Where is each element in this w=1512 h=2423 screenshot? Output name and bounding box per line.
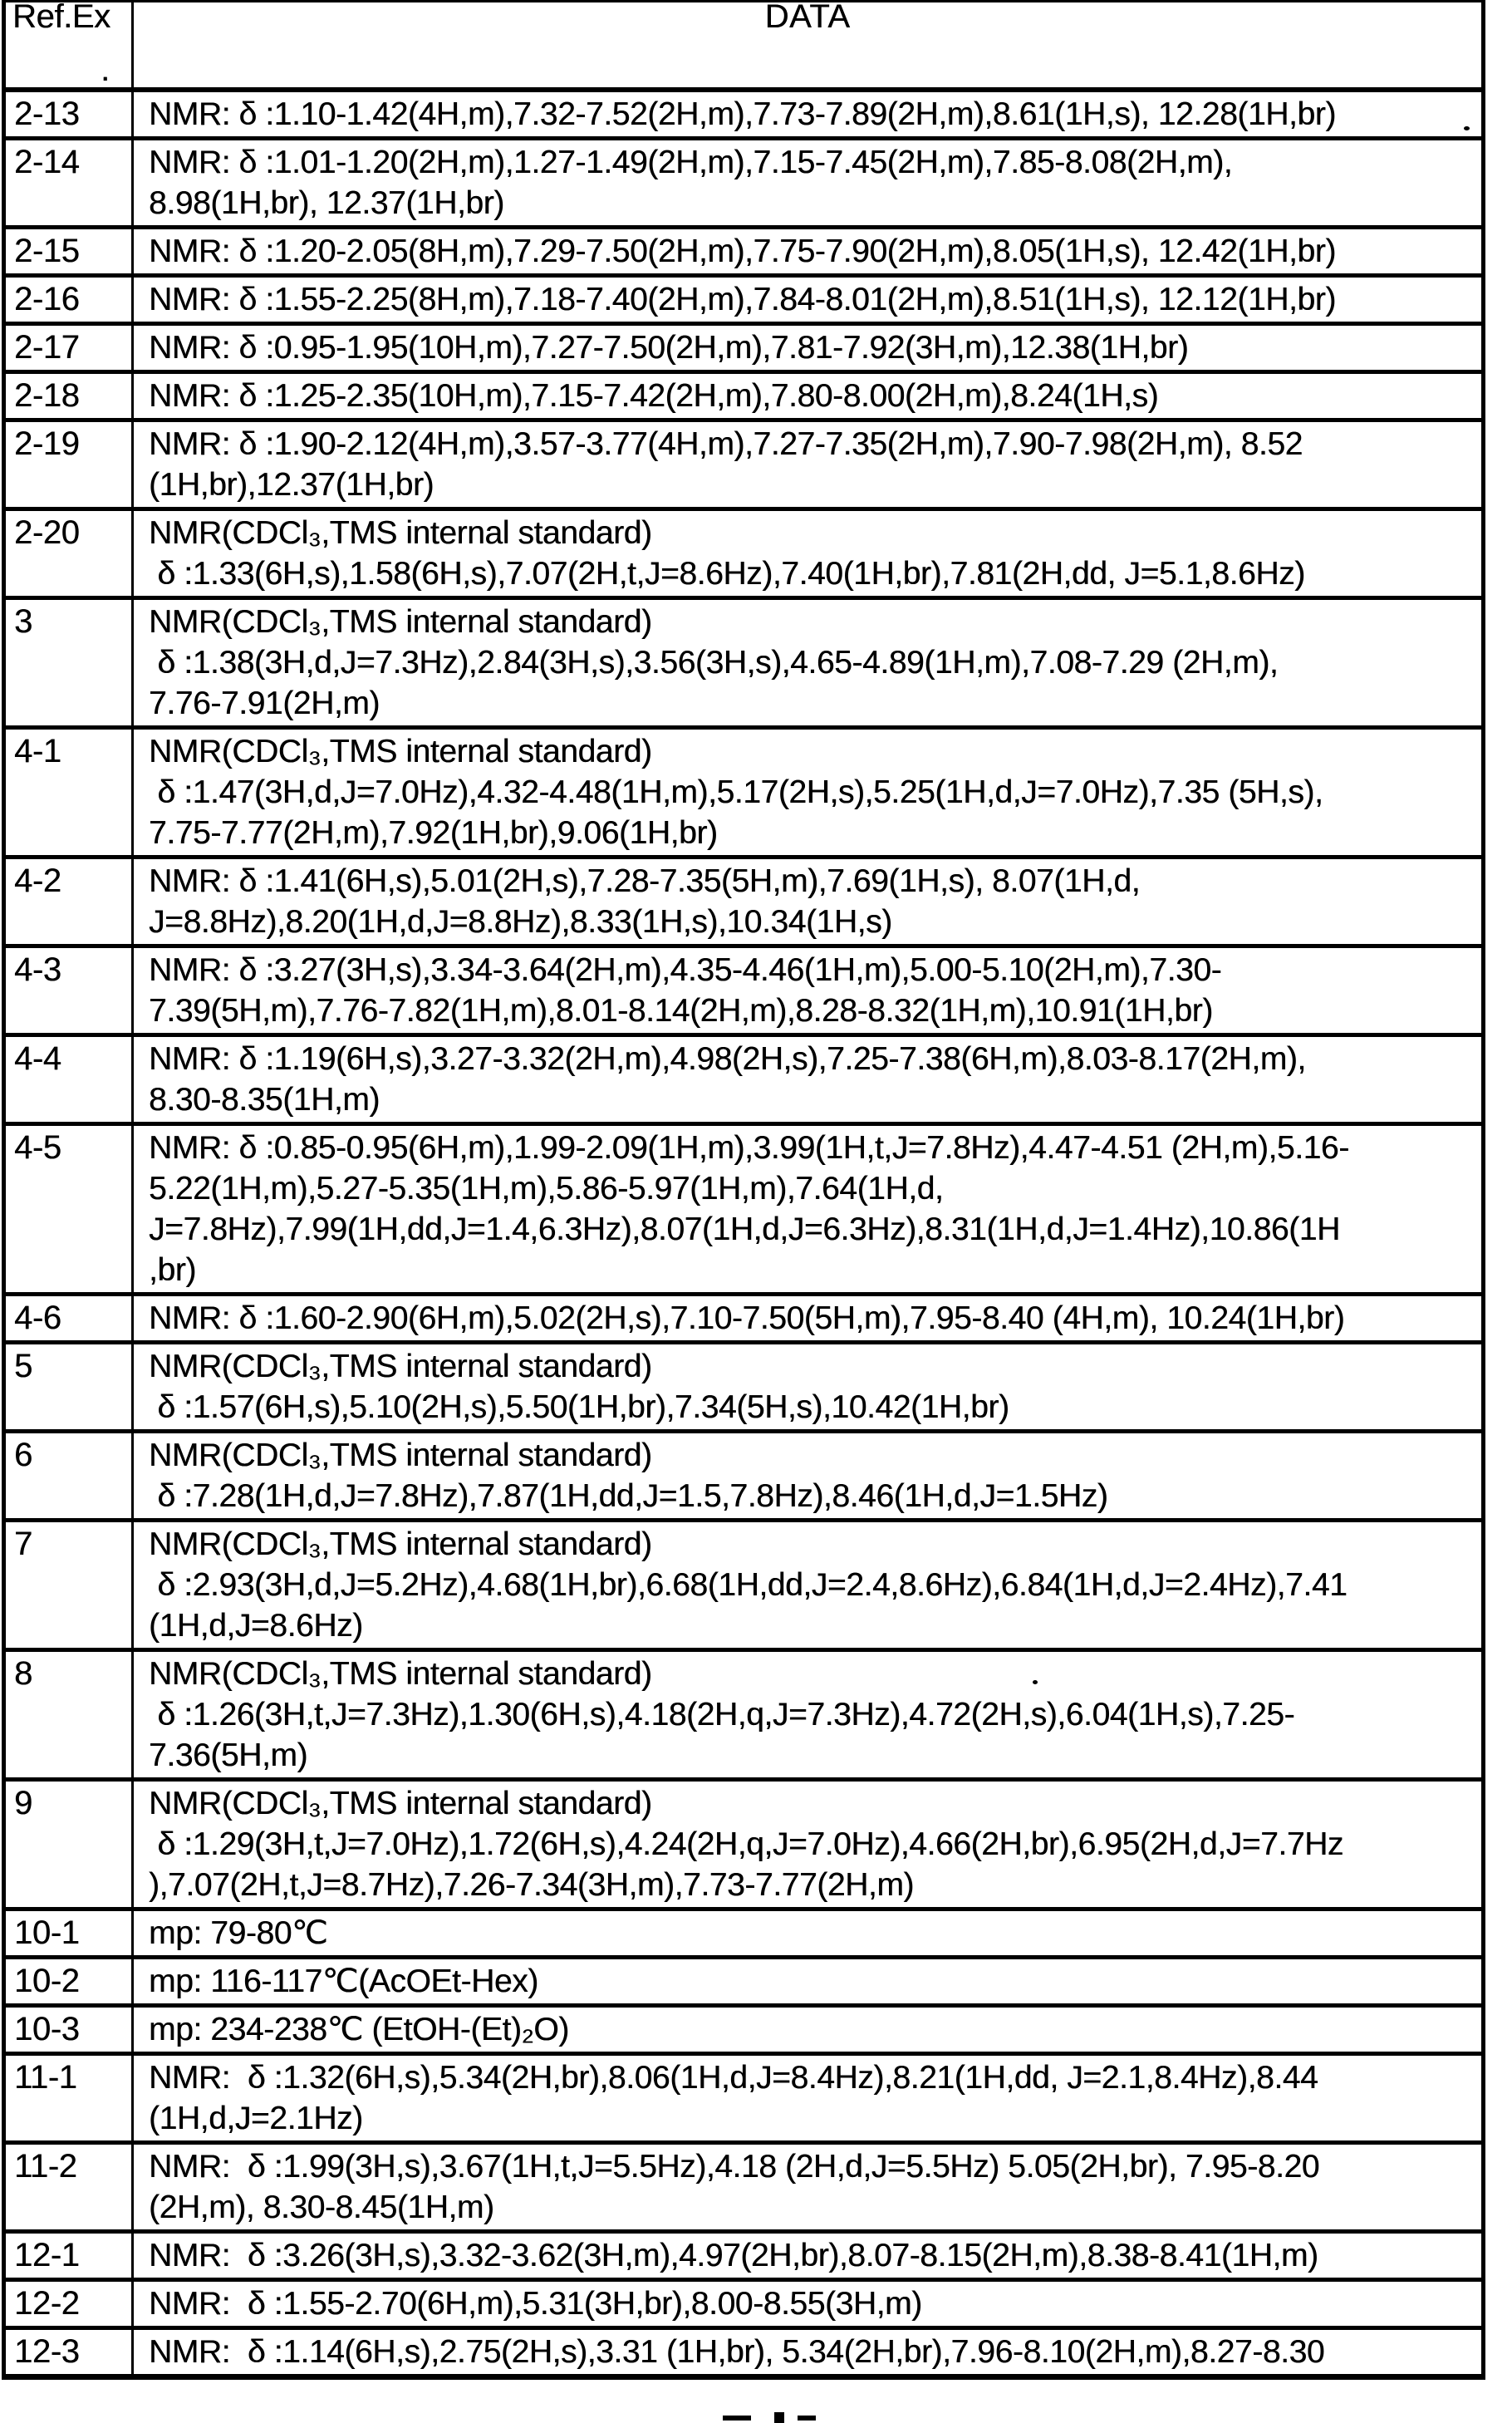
ref-ex-cell: 4-3 <box>4 946 133 1035</box>
data-cell <box>133 946 1484 1035</box>
data-line: NMR(CDCl₃,TMS internal standard) <box>149 515 652 551</box>
data-line: δ :1.57(6H,s),5.10(2H,s),5.50(1H,br),7.34(5H,s),10.42(1H,br) <box>149 1389 1009 1425</box>
data-cell <box>133 858 1484 946</box>
table-row <box>4 1650 1484 1780</box>
data-cell <box>133 2232 1484 2280</box>
ref-ex-cell: 4-2 <box>4 858 133 946</box>
data-cell <box>133 276 1484 324</box>
data-line: ),7.07(2H,t,J=8.7Hz),7.26-7.34(3H,m),7.73-7.77(2H,m) <box>149 1867 914 1903</box>
data-cell <box>133 1343 1484 1432</box>
data-line: 8.98(1H,br), 12.37(1H,br) <box>149 185 504 221</box>
data-cell <box>133 1780 1484 1909</box>
ref-ex-cell: 2-14 <box>4 139 133 228</box>
table-row <box>4 728 1484 858</box>
data-line: NMR(CDCl₃,TMS internal standard) <box>149 1656 652 1692</box>
data-line: 7.76-7.91(2H,m) <box>149 686 380 721</box>
data-line: NMR(CDCl₃,TMS internal standard) <box>149 734 652 769</box>
ref-ex-cell: 10-1 <box>4 1909 133 1958</box>
data-line: NMR: δ :1.01-1.20(2H,m),1.27-1.49(2H,m),7.15-7.45(2H,m),7.85-8.08(2H,m), <box>149 145 1233 180</box>
data-line: δ :2.93(3H,d,J=5.2Hz),4.68(1H,br),6.68(1H,dd,J=2.4,8.6Hz),6.84(1H,d,J=2.4Hz),7.41 <box>149 1567 1348 1603</box>
data-header-label: DATA <box>764 0 851 35</box>
table-row <box>4 2006 1484 2054</box>
ref-ex-cell: 3 <box>4 598 133 728</box>
data-line: ,br) <box>149 1252 196 1288</box>
table-row <box>4 1909 1484 1958</box>
table-row <box>4 598 1484 728</box>
data-cell <box>133 1124 1484 1295</box>
data-cell <box>133 728 1484 858</box>
ref-ex-cell: 6 <box>4 1432 133 1521</box>
data-line: NMR: δ :1.20-2.05(8H,m),7.29-7.50(2H,m),7.75-7.90(2H,m),8.05(1H,s), 12.42(1H,br) <box>149 233 1336 269</box>
data-line: 7.39(5H,m),7.76-7.82(1H,m),8.01-8.14(2H,m),8.28-8.32(1H,m),10.91(1H,br) <box>149 993 1213 1029</box>
ref-ex-cell: 4-6 <box>4 1295 133 1343</box>
ref-ex-cell: 12-2 <box>4 2280 133 2328</box>
data-line: NMR: δ :1.60-2.90(6H,m),5.02(2H,s),7.10-7.50(5H,m),7.95-8.40 (4H,m), 10.24(1H,br) <box>149 1300 1345 1336</box>
data-cell <box>133 1432 1484 1521</box>
table-row <box>4 1295 1484 1343</box>
table-row <box>4 946 1484 1035</box>
data-line: NMR: δ :1.41(6H,s),5.01(2H,s),7.28-7.35(5H,m),7.69(1H,s), 8.07(1H,d, <box>149 863 1141 899</box>
data-line: (1H,br),12.37(1H,br) <box>149 467 434 503</box>
ref-ex-cell: 2-16 <box>4 276 133 324</box>
table-row <box>4 1521 1484 1650</box>
table-row <box>4 324 1484 372</box>
data-line: 7.75-7.77(2H,m),7.92(1H,br),9.06(1H,br) <box>149 815 718 851</box>
table-row <box>4 858 1484 946</box>
data-line: (1H,d,J=2.1Hz) <box>149 2101 363 2136</box>
data-line: δ :7.28(1H,d,J=7.8Hz),7.87(1H,dd,J=1.5,7.8Hz),8.46(1H,d,J=1.5Hz) <box>149 1478 1108 1514</box>
data-cell <box>133 90 1484 139</box>
table-row <box>4 228 1484 276</box>
ref-ex-cell: 10-3 <box>4 2006 133 2054</box>
ref-ex-cell: 11-2 <box>4 2143 133 2232</box>
data-cell <box>133 1295 1484 1343</box>
table-row <box>4 1124 1484 1295</box>
data-line: NMR(CDCl₃,TMS internal standard) <box>149 1786 652 1821</box>
data-cell <box>133 420 1484 509</box>
data-line: (1H,d,J=8.6Hz) <box>149 1608 363 1644</box>
ref-ex-cell: 4-4 <box>4 1035 133 1124</box>
ref-ex-cell: 8 <box>4 1650 133 1780</box>
table-row <box>4 139 1484 228</box>
ref-ex-cell: 10-2 <box>4 1958 133 2006</box>
data-cell <box>133 372 1484 420</box>
scan-noise-dot <box>1033 1680 1038 1684</box>
data-line: NMR: δ :1.19(6H,s),3.27-3.32(2H,m),4.98(2H,s),7.25-7.38(6H,m),8.03-8.17(2H,m), <box>149 1041 1306 1077</box>
ref-ex-cell: 4-1 <box>4 728 133 858</box>
data-cell <box>133 2328 1484 2377</box>
nmr-data-table <box>2 0 1485 2380</box>
data-cell <box>133 1035 1484 1124</box>
ref-ex-cell: 9 <box>4 1780 133 1909</box>
table-row <box>4 1432 1484 1521</box>
table-row <box>4 2328 1484 2377</box>
data-line: NMR(CDCl₃,TMS internal standard) <box>149 1349 652 1384</box>
data-cell <box>133 2143 1484 2232</box>
data-line: δ :1.26(3H,t,J=7.3Hz),1.30(6H,s),4.18(2H,q,J=7.3Hz),4.72(2H,s),6.04(1H,s),7.25- <box>149 1697 1295 1732</box>
data-line: mp: 116-117℃(AcOEt-Hex) <box>149 1963 538 1999</box>
data-line: NMR: δ :3.26(3H,s),3.32-3.62(3H,m),4.97(2H,br),8.07-8.15(2H,m),8.38-8.41(1H,m) <box>149 2238 1318 2273</box>
table-body <box>4 90 1484 2377</box>
table-header-row <box>4 2 1484 91</box>
data-line: NMR: δ :1.10-1.42(4H,m),7.32-7.52(2H,m),7.73-7.89(2H,m),8.61(1H,s), 12.28(1H,br) <box>149 96 1336 132</box>
table-row <box>4 1780 1484 1909</box>
ref-ex-cell: 2-20 <box>4 509 133 598</box>
scan-noise-dot <box>1464 126 1470 130</box>
ref-ex-cell: 7 <box>4 1521 133 1650</box>
data-cell <box>133 2006 1484 2054</box>
data-line: NMR: δ :0.95-1.95(10H,m),7.27-7.50(2H,m),7.81-7.92(3H,m),12.38(1H,br) <box>149 330 1189 366</box>
ref-ex-cell: 12-3 <box>4 2328 133 2377</box>
data-cell <box>133 228 1484 276</box>
data-cell <box>133 2054 1484 2143</box>
cut-glyph-fragment <box>723 2416 751 2421</box>
data-line: NMR: δ :1.25-2.35(10H,m),7.15-7.42(2H,m),7.80-8.00(2H,m),8.24(1H,s) <box>149 378 1159 414</box>
ref-ex-cell: 5 <box>4 1343 133 1432</box>
ref-ex-cell: 2-19 <box>4 420 133 509</box>
data-line: δ :1.38(3H,d,J=7.3Hz),2.84(3H,s),3.56(3H,s),4.65-4.89(1H,m),7.08-7.29 (2H,m), <box>149 645 1279 681</box>
data-line: NMR: δ :1.90-2.12(4H,m),3.57-3.77(4H,m),7.27-7.35(2H,m),7.90-7.98(2H,m), 8.52 <box>149 426 1303 462</box>
cut-glyph-fragment <box>798 2416 816 2421</box>
table-row <box>4 90 1484 139</box>
ref-ex-cell: 12-1 <box>4 2232 133 2280</box>
data-line: NMR: δ :1.55-2.25(8H,m),7.18-7.40(2H,m),7.84-8.01(2H,m),8.51(1H,s), 12.12(1H,br) <box>149 282 1336 317</box>
data-line: NMR: δ :1.55-2.70(6H,m),5.31(3H,br),8.00-8.55(3H,m) <box>149 2286 922 2322</box>
data-cell <box>133 2280 1484 2328</box>
data-cell <box>133 509 1484 598</box>
ref-ex-cell: 2-15 <box>4 228 133 276</box>
data-line: mp: 234-238℃ (EtOH-(Et)₂O) <box>149 2012 569 2047</box>
table-row <box>4 2280 1484 2328</box>
cut-glyph-fragment <box>774 2412 784 2423</box>
table-row <box>4 2143 1484 2232</box>
data-line: J=8.8Hz),8.20(1H,d,J=8.8Hz),8.33(1H,s),10.34(1H,s) <box>149 904 892 940</box>
data-line: J=7.8Hz),7.99(1H,dd,J=1.4,6.3Hz),8.07(1H,d,J=6.3Hz),8.31(1H,d,J=1.4Hz),10.86(1H <box>149 1212 1340 1247</box>
ref-ex-column-header <box>4 2 133 91</box>
data-line: mp: 79-80℃ <box>149 1915 328 1951</box>
data-line: NMR(CDCl₃,TMS internal standard) <box>149 604 652 640</box>
ref-ex-cell: 2-13 <box>4 90 133 139</box>
data-line: 8.30-8.35(1H,m) <box>149 1082 380 1118</box>
ref-ex-cell: 2-17 <box>4 324 133 372</box>
cut-page-number-mark <box>723 2412 822 2423</box>
data-line: NMR: δ :1.32(6H,s),5.34(2H,br),8.06(1H,d,J=8.4Hz),8.21(1H,dd, J=2.1,8.4Hz),8.44 <box>149 2060 1318 2096</box>
data-cell <box>133 1650 1484 1780</box>
data-cell <box>133 139 1484 228</box>
ref-ex-cell: 2-18 <box>4 372 133 420</box>
data-line: δ :1.47(3H,d,J=7.0Hz),4.32-4.48(1H,m),5.17(2H,s),5.25(1H,d,J=7.0Hz),7.35 (5H,s), <box>149 774 1323 810</box>
data-cell <box>133 1958 1484 2006</box>
table-row <box>4 372 1484 420</box>
table-row <box>4 2054 1484 2143</box>
data-line: NMR: δ :3.27(3H,s),3.34-3.64(2H,m),4.35-4.46(1H,m),5.00-5.10(2H,m),7.30- <box>149 952 1222 988</box>
data-line: (2H,m), 8.30-8.45(1H,m) <box>149 2190 494 2225</box>
data-line: δ :1.33(6H,s),1.58(6H,s),7.07(2H,t,J=8.6Hz),7.40(1H,br),7.81(2H,dd, J=5.1,8.6Hz) <box>149 556 1305 592</box>
data-cell <box>133 1521 1484 1650</box>
table-row <box>4 2232 1484 2280</box>
data-line: δ :1.29(3H,t,J=7.0Hz),1.72(6H,s),4.24(2H,q,J=7.0Hz),4.66(2H,br),6.95(2H,d,J=7.7Hz <box>149 1826 1343 1862</box>
ref-ex-cell: 11-1 <box>4 2054 133 2143</box>
table-row <box>4 1035 1484 1124</box>
data-line: NMR(CDCl₃,TMS internal standard) <box>149 1526 652 1562</box>
data-line: 7.36(5H,m) <box>149 1737 308 1773</box>
table-row <box>4 1343 1484 1432</box>
table-row <box>4 420 1484 509</box>
data-cell <box>133 598 1484 728</box>
table-row <box>4 509 1484 598</box>
data-cell <box>133 324 1484 372</box>
data-line: NMR(CDCl₃,TMS internal standard) <box>149 1438 652 1473</box>
data-line: NMR: δ :1.99(3H,s),3.67(1H,t,J=5.5Hz),4.18 (2H,d,J=5.5Hz) 5.05(2H,br), 7.95-8.20 <box>149 2149 1320 2185</box>
data-line: 5.22(1H,m),5.27-5.35(1H,m),5.86-5.97(1H,m),7.64(1H,d, <box>149 1171 944 1207</box>
ref-ex-header-period: . <box>101 52 110 88</box>
data-line: NMR: δ :1.14(6H,s),2.75(2H,s),3.31 (1H,br), 5.34(2H,br),7.96-8.10(2H,m),8.27-8.30 <box>149 2334 1325 2370</box>
ref-ex-cell: 4-5 <box>4 1124 133 1295</box>
table-row <box>4 1958 1484 2006</box>
data-line: NMR: δ :0.85-0.95(6H,m),1.99-2.09(1H,m),3.99(1H,t,J=7.8Hz),4.47-4.51 (2H,m),5.16- <box>149 1130 1349 1166</box>
data-cell <box>133 1909 1484 1958</box>
table-row <box>4 276 1484 324</box>
data-column-header <box>133 2 1484 91</box>
ref-ex-header-label: Ref.Ex <box>12 0 110 35</box>
